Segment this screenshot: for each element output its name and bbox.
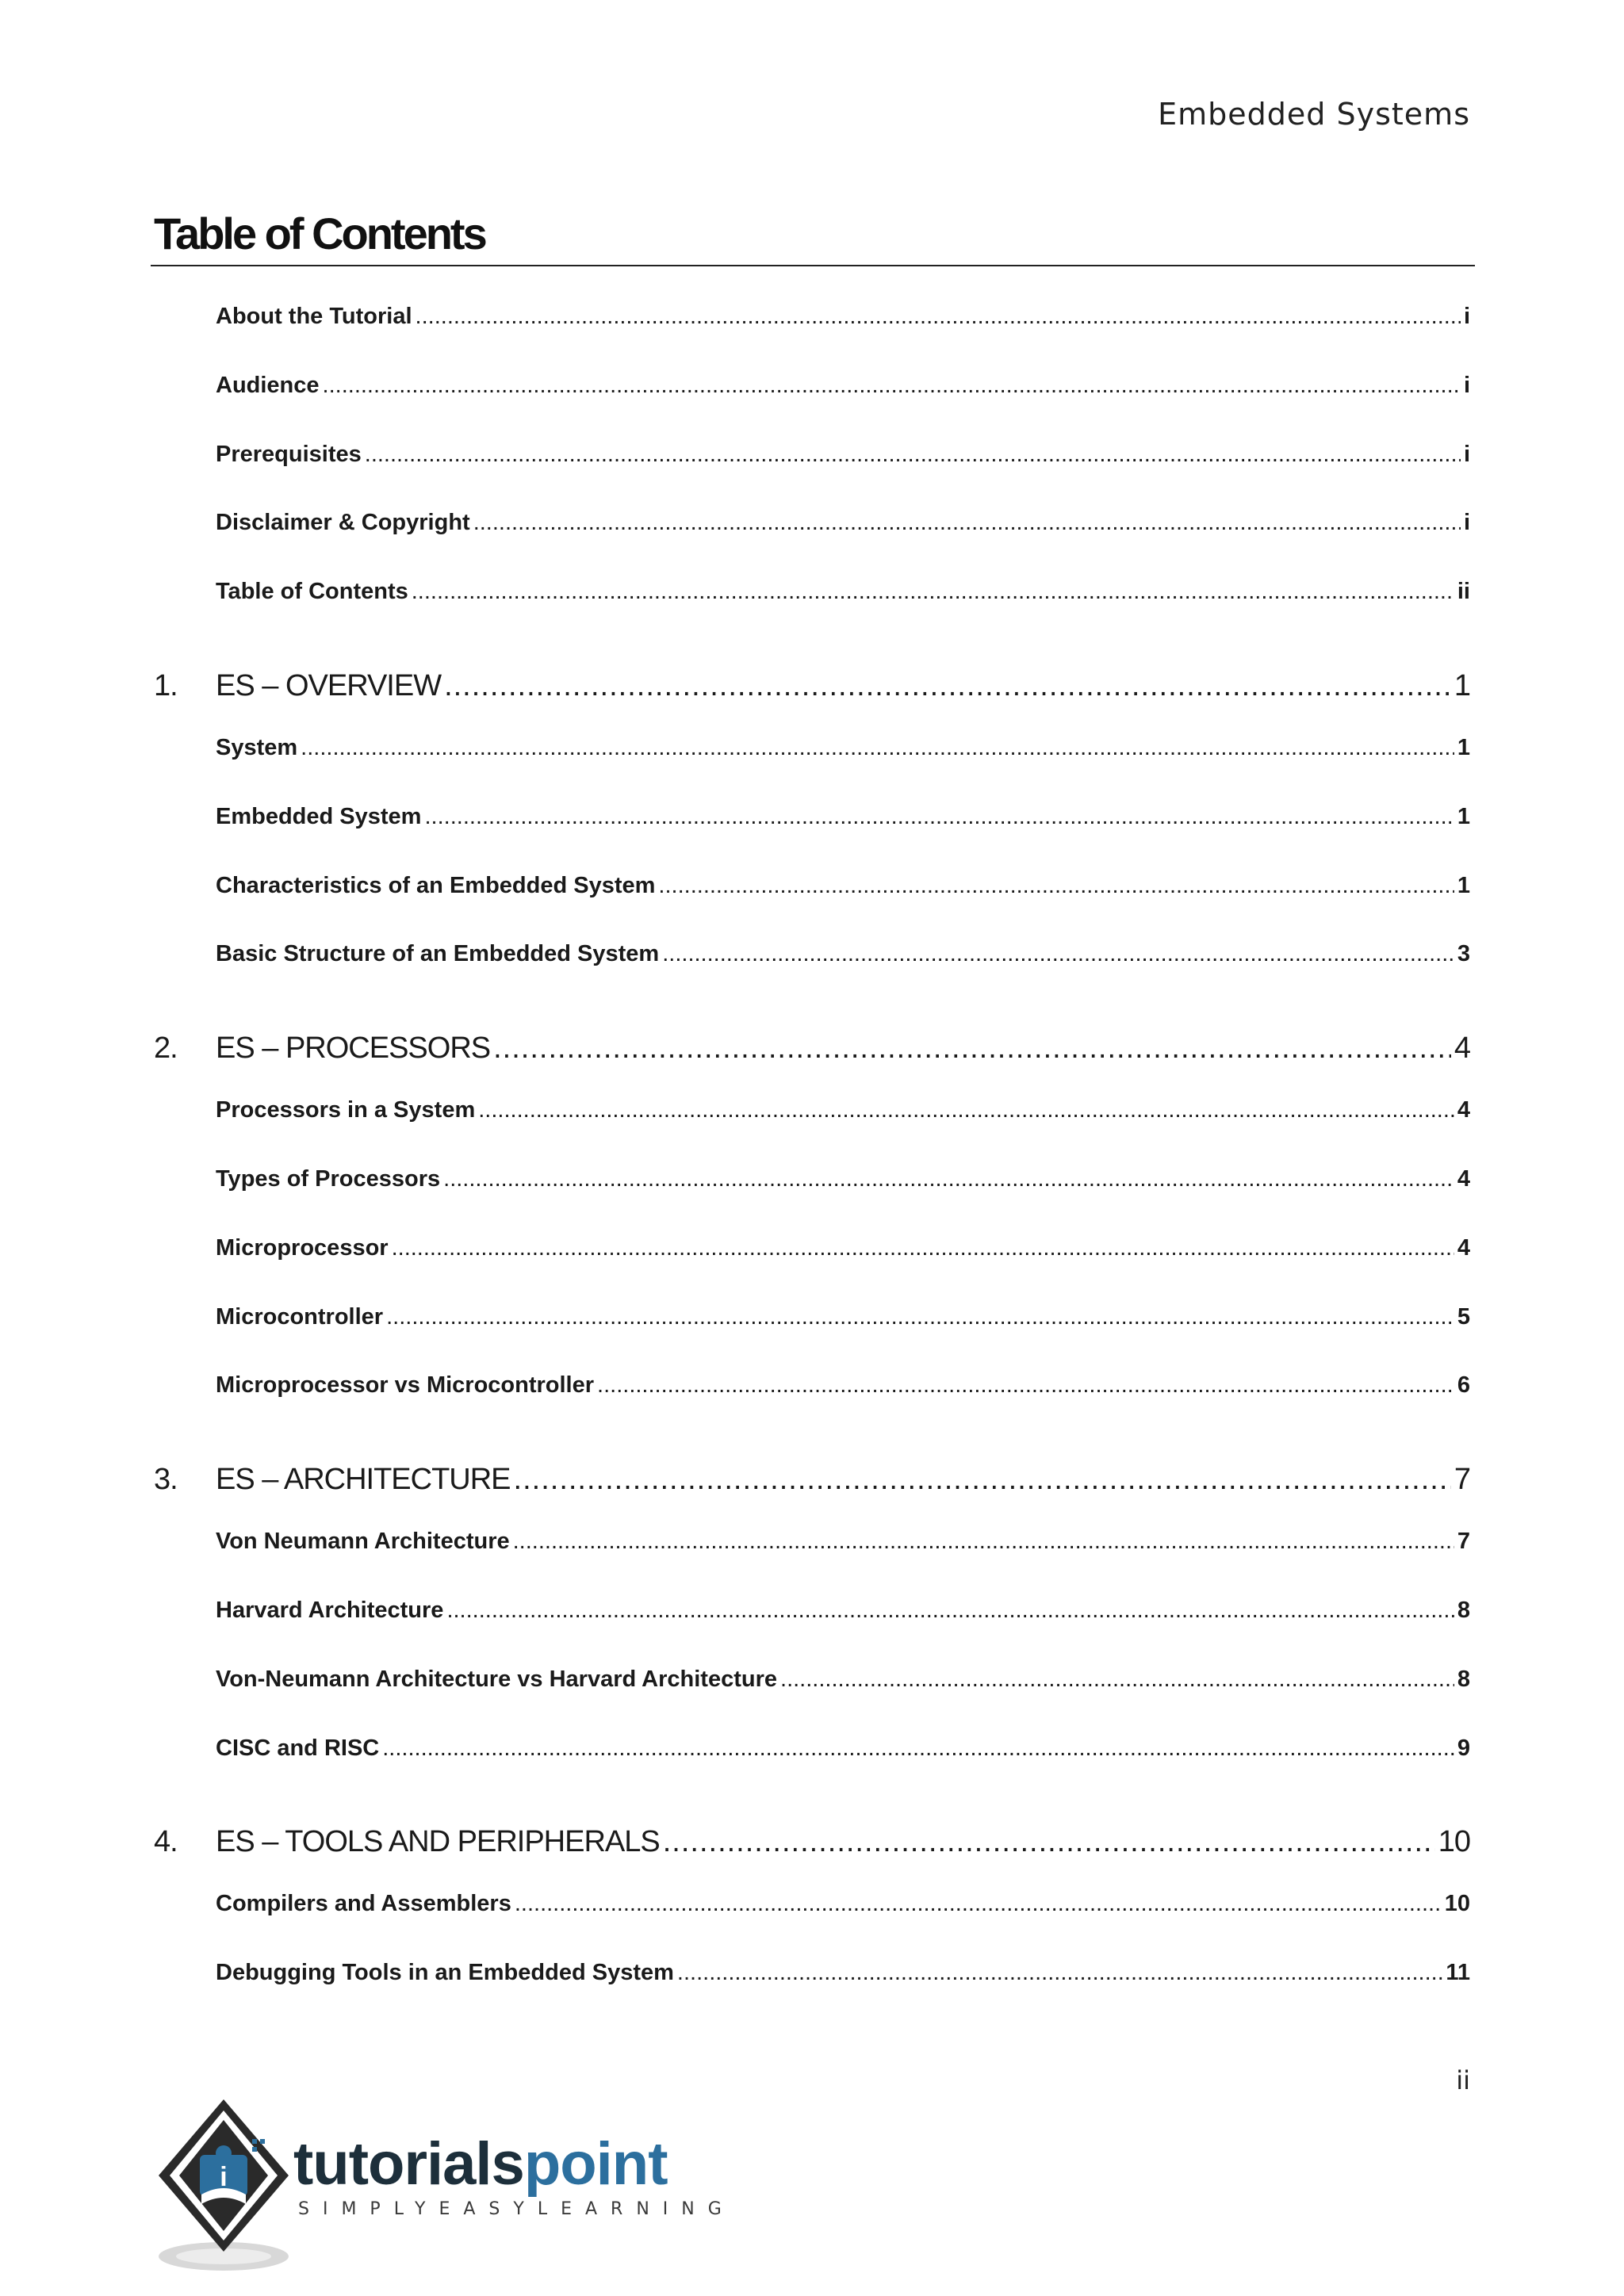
toc-entry-label: About the Tutorial [216,304,412,329]
toc-chapter-entry[interactable] [154,1806,1470,1877]
toc-dot-leader [443,1153,1454,1205]
toc-section-entry[interactable] [154,1359,1470,1428]
toc-entry-label: ES – ARCHITECTURE [216,1463,511,1497]
toc-dot-leader [473,496,1461,549]
title-divider [151,265,1475,266]
toc-page-number: 9 [1457,1735,1470,1761]
toc-entry-label: Characteristics of an Embedded System [216,872,656,898]
toc-dot-leader [663,1806,1435,1877]
toc-section-entry[interactable] [154,428,1470,497]
toc-page-number: 5 [1457,1303,1470,1330]
toc-chapter-number: 2. [154,1031,178,1066]
toc-page-number: 3 [1457,941,1470,967]
toc-page-number: 4 [1457,1234,1470,1261]
toc-entry-label: Disclaimer & Copyright [216,510,470,536]
toc-entry-label: Embedded System [216,803,422,829]
toc-dot-leader [658,859,1454,912]
toc-section-entry[interactable] [154,565,1470,634]
toc-entry-label: Debugging Tools in an Embedded System [216,1960,674,1986]
toc-page-number: 4 [1454,1031,1470,1066]
page-number: ii [1456,2065,1470,2095]
running-header: Embedded Systems [1158,97,1470,132]
toc-dot-leader [301,721,1454,774]
toc-section-entry[interactable] [154,496,1470,565]
toc-entry-label: Harvard Architecture [216,1597,444,1623]
toc-entry-label: Table of Contents [216,579,408,605]
toc-dot-leader [513,1515,1454,1567]
toc-section-entry[interactable] [154,359,1470,428]
toc-entry-label: Microprocessor vs Microcontroller [216,1372,595,1399]
toc-page-number: 8 [1457,1666,1470,1692]
toc-section-entry[interactable] [154,1515,1470,1584]
toc-chapter-number: 3. [154,1463,178,1497]
toc-dot-leader [386,1291,1454,1343]
toc-section-entry[interactable] [154,1722,1470,1791]
toc-dot-leader [392,1222,1454,1274]
toc-page-number: 7 [1454,1463,1470,1497]
toc-chapter-entry[interactable] [154,1012,1470,1084]
toc-page-number: i [1463,372,1470,398]
toc-gap [154,997,1470,1012]
toc-page-number: 1 [1454,668,1470,702]
page-title: Table of Contents [154,209,485,258]
toc-chapter-entry[interactable] [154,1444,1470,1515]
toc-entry-label: Compilers and Assemblers [216,1891,511,1917]
toc-section-entry[interactable] [154,1084,1470,1153]
toc-section-entry[interactable] [154,1584,1470,1653]
toc-entry-label: Audience [216,372,320,398]
toc-page-number: 4 [1457,1165,1470,1192]
toc-dot-leader [424,790,1454,843]
toc-page-number: 8 [1457,1597,1470,1623]
toc-chapter-entry[interactable] [154,650,1470,721]
toc-entry-label: Processors in a System [216,1097,476,1123]
toc-page-number: 4 [1457,1097,1470,1123]
toc-section-entry[interactable] [154,721,1470,790]
toc-page-number: 11 [1446,1960,1470,1986]
toc-page-number: 7 [1457,1529,1470,1555]
toc-entry-label: ES – TOOLS AND PERIPHERALS [216,1825,660,1859]
toc-section-entry[interactable] [154,859,1470,928]
toc-dot-leader [478,1084,1454,1136]
toc-page-number: i [1463,510,1470,536]
toc-gap [154,634,1470,650]
logo-wordmark [293,2130,668,2198]
toc-dot-leader [446,1584,1454,1636]
toc-dot-leader [382,1722,1454,1774]
toc-dot-leader [412,565,1454,618]
toc-entry-label: Types of Processors [216,1165,441,1192]
toc-dot-leader [515,1877,1442,1930]
toc-chapter-number: 1. [154,668,178,702]
toc-section-entry[interactable] [154,790,1470,859]
toc-section-entry[interactable] [154,290,1470,359]
toc-entry-label: Von Neumann Architecture [216,1529,510,1555]
toc-page-number: 1 [1457,872,1470,898]
logo-word-part1: tutorials [293,2130,524,2198]
toc-section-entry[interactable] [154,1653,1470,1722]
logo-word-part2: point [523,2130,668,2198]
toc-entry-label: Microprocessor [216,1234,389,1261]
toc-section-entry[interactable] [154,1946,1470,2015]
toc-page-number: 10 [1444,1891,1470,1917]
toc-page-number: 10 [1438,1825,1470,1859]
toc-gap [154,1790,1470,1806]
toc-page-number: 1 [1457,803,1470,829]
toc-entry-label: ES – OVERVIEW [216,668,442,702]
toc-dot-leader [662,928,1454,980]
toc-entry-label: System [216,734,298,760]
toc-section-entry[interactable] [154,1222,1470,1291]
toc-dot-leader [677,1946,1442,1999]
toc-dot-leader [493,1012,1451,1084]
toc-entry-label: Von-Neumann Architecture vs Harvard Architecture [216,1666,778,1692]
toc-dot-leader [323,359,1461,411]
toc-section-entry[interactable] [154,1877,1470,1946]
toc-page-number: i [1463,304,1470,329]
toc-section-entry[interactable] [154,1153,1470,1222]
toc-entry-label: Microcontroller [216,1303,384,1330]
toc-dot-leader [416,290,1461,342]
toc-dot-leader [514,1444,1451,1515]
toc-dot-leader [597,1359,1454,1411]
toc-entry-label: Basic Structure of an Embedded System [216,941,660,967]
toc-section-entry[interactable] [154,1291,1470,1360]
toc-page-number: i [1463,441,1470,467]
logo-diamond-icon [152,2093,295,2275]
svg-text:i: i [220,2162,228,2192]
toc-dot-leader [780,1653,1454,1705]
toc-gap [154,1428,1470,1444]
toc-entry-label: CISC and RISC [216,1735,380,1761]
toc-page-number: 1 [1457,734,1470,760]
tutorialspoint-logo [152,2093,735,2275]
toc-entry-label: Prerequisites [216,441,362,467]
toc-entry-label: ES – PROCESSORS [216,1031,491,1066]
toc-dot-leader [365,428,1461,480]
toc-chapter-number: 4. [154,1825,178,1859]
toc-page-number: ii [1457,579,1470,605]
toc-section-entry[interactable] [154,928,1470,997]
toc-dot-leader [444,650,1451,721]
toc-list [154,290,1470,2015]
toc-page-number: 6 [1457,1372,1470,1399]
logo-tagline: SIMPLYEASYLEARNING [298,2199,735,2219]
